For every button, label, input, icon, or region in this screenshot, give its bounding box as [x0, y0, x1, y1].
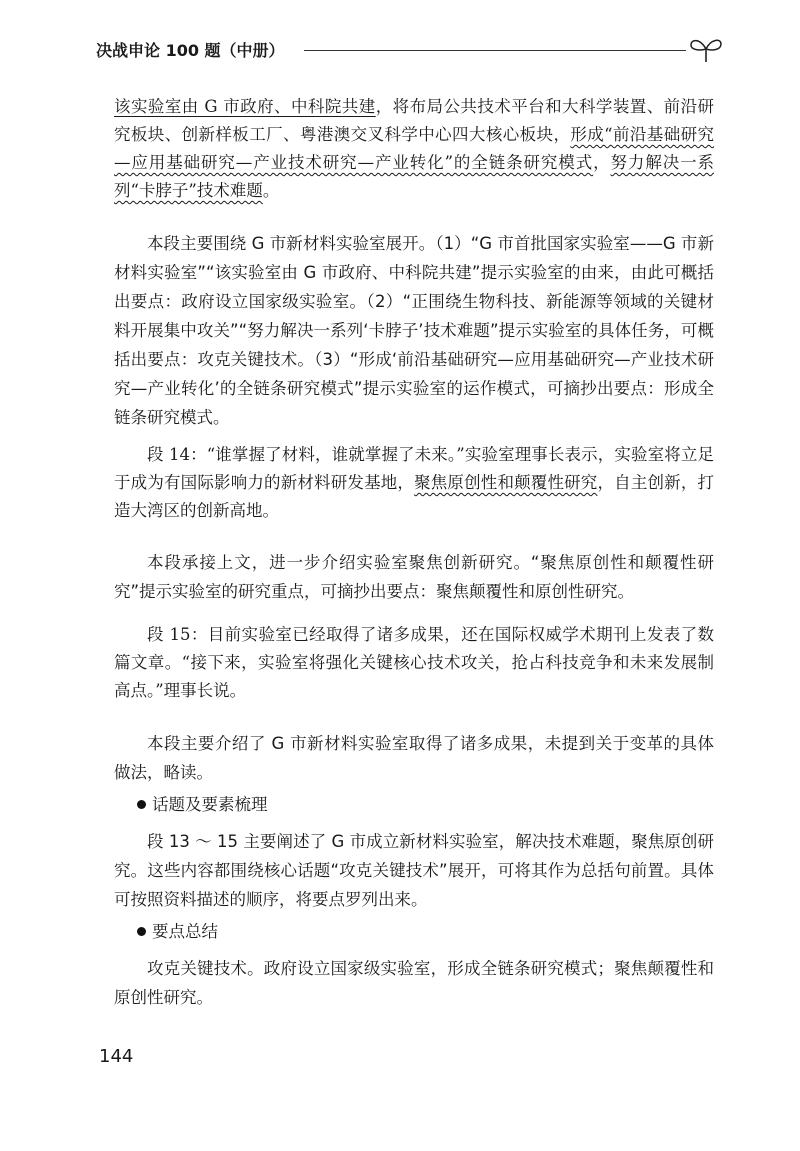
material-paragraph-13-end: 该实验室由 G 市政府、中科院共建，将布局公共技术平台和大科学装置、前沿研究板块、创新样板工厂、粤港澳交叉科学中心四大核心板块，形成“前沿基础研究—应用基础研究—产业技术研究—产业转化”的全链条研究模式，努力解决一系列“卡脖子”技术难题。: [114, 97, 715, 200]
sprout-icon: [688, 34, 724, 64]
bullet-dot-icon: [137, 800, 146, 809]
analysis-paragraph-15: 本段主要介绍了 G 市新材料实验室取得了诸多成果，未提到关于变革的具体做法，略读。: [114, 734, 714, 782]
header-rule: [304, 50, 686, 51]
bullet-dot-icon: [137, 927, 146, 936]
wavy-underlined-text: 聚焦原创性和颠覆性研究: [414, 473, 598, 492]
book-title: 决战申论 100 题（中册）: [96, 41, 285, 60]
topic-summary-paragraph: 段 13 ～ 15 主要阐述了 G 市成立新材料实验室，解决技术难题，聚焦原创研究。这些内容都围绕核心话题“攻克关键技术”展开，可将其作为总括句前置。具体可按照资料描述的顺序，将要点罗列出来。: [114, 832, 714, 909]
running-header: [96, 34, 726, 64]
analysis-paragraph-14: 本段承接上文，进一步介绍实验室聚焦创新研究。“聚焦原创性和颠覆性研究”提示实验室的研究重点，可摘抄出要点：聚焦颠覆性和原创性研究。: [114, 553, 714, 601]
section-heading-summary: 要点总结: [137, 920, 218, 944]
underlined-text: 该实验室由 G 市政府、中科院共建: [114, 97, 376, 116]
analysis-paragraph-13: 本段主要围绕 G 市新材料实验室展开。（1）“G 市首批国家实验室——G 市新材料实验室”“该实验室由 G 市政府、中科院共建”提示实验室的由来，由此可概括出要点：政府设立国家级实验室。（2）“正围绕生物科技、新能源等领域的关键材料开展集中攻关”“努力解决一系列‘卡脖子’技术难题”提示实验室的具体任务，可概括出要点：攻克关键技术。（3）“形成‘前沿基础研究—应用基础研究—产业技术研究—产业转化’的全链条研究模式”提示实验室的运作模式，可摘抄出要点：形成全链条研究模式。: [114, 234, 714, 427]
material-paragraph-15: 段 15：目前实验室已经取得了诸多成果，还在国际权威学术期刊上发表了数篇文章。“接下来，实验室将强化关键核心技术攻关，抢占科技竞争和未来发展制高点。”理事长说。: [114, 625, 714, 700]
section-heading-topic: 话题及要素梳理: [137, 793, 268, 817]
material-paragraph-14: 段 14：“谁掌握了材料，谁就掌握了未来。”实验室理事长表示，实验室将立足于成为有国际影响力的新材料研发基地，聚焦原创性和颠覆性研究，自主创新，打造大湾区的创新高地。: [114, 445, 715, 520]
wavy-underlined-text: 努力解决一系列“卡脖子”技术难题: [114, 153, 715, 200]
page-number: 144: [99, 1046, 134, 1067]
wavy-underlined-text: 形成“前沿基础研究—应用基础研究—产业技术研究—产业转化”的全链条研究模式: [114, 125, 715, 172]
key-points-paragraph: 攻克关键技术。政府设立国家级实验室，形成全链条研究模式；聚焦颠覆性和原创性研究。: [114, 959, 714, 1007]
